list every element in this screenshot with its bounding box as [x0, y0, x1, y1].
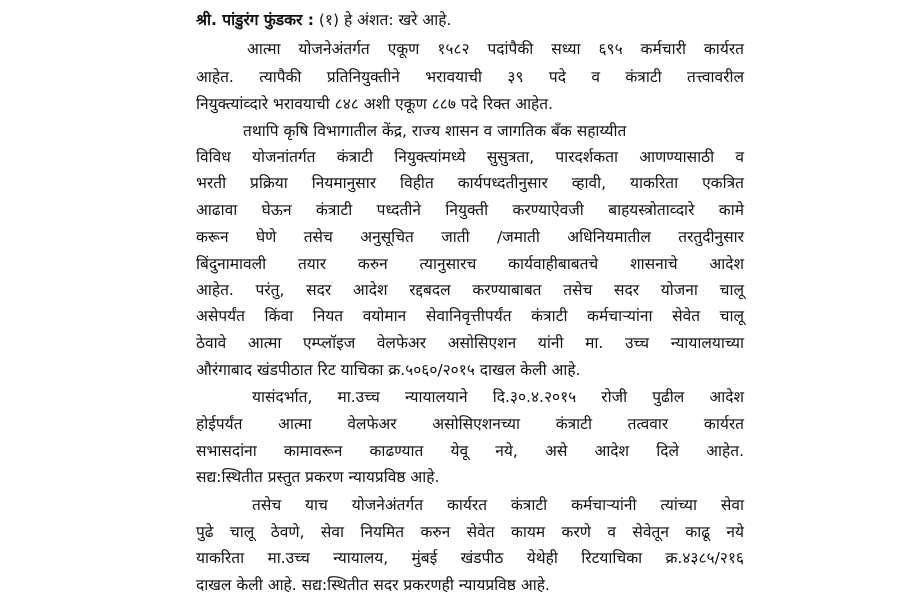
paragraph-3-line-3: सभासदांना कामावरून काढण्यात येवू नये, असे आदेश दिले आहेत.: [196, 442, 744, 460]
paragraph-2-line-9: ठेवावे आत्मा एम्प्लॉइज वेलफेअर असोसिएशन यांनी मा. उच्च न्यायालयाच्या: [196, 334, 744, 352]
paragraph-2-line-5: करून घेणे तसेच अनुसूचित जाती /जमाती अधिनियमातील तरतुदीनुसार: [196, 228, 744, 246]
paragraph-3-line-2: होईपर्यंत आत्मा वेलफेअर असोसिएशनच्या कंत्राटी तत्ववार कार्यरत: [196, 415, 744, 433]
paragraph-3-line-4: सद्य:स्थितीत प्रस्तुत प्रकरण न्यायप्रविष्ठ आहे.: [196, 468, 440, 486]
paragraph-1-line-1: आत्मा योजनेअंतर्गत एकूण १५८२ पदांपैकी सध्या ६९५ कर्मचारी कार्यरत: [247, 40, 744, 58]
paragraph-4-line-4: दाखल केली आहे. सद्य:स्थितीत सदर प्रकरणही न्यायप्रविष्ठ आहे.: [196, 576, 550, 592]
paragraph-2-line-2: विविध योजनांतर्गत कंत्राटी नियुक्त्यांमध्ये सुसुत्रता, पारदर्शकता आणण्यासाठी व: [196, 148, 744, 166]
speaker-name: श्री. पांडुरंग फुंडकर :: [196, 11, 314, 29]
paragraph-2-line-6: बिंदुनामावली तयार करुन त्यानुसारच कार्यवाहीबाबतचे शासनाचे आदेश: [196, 255, 744, 273]
paragraph-4-line-1: तसेच याच योजनेअंतर्गत कार्यरत कंत्राटी कर्मचाऱ्यांनी त्यांच्या सेवा: [252, 496, 744, 514]
paragraph-2-line-3: भरती प्रक्रिया नियमानुसार विहीत कार्यपध्दतीनुसार व्हावी, याकरिता एकत्रित: [196, 174, 744, 192]
paragraph-4-line-2: पुढे चालू ठेवणे, सेवा नियमित करुन सेवेत कायम करणे व सेवेतून काढू नये: [196, 523, 744, 541]
paragraph-1-line-3: नियुक्त्यांव्दारे भरावयाची ८४८ अशी एकूण ८८७ पदे रिक्त आहेत.: [196, 95, 554, 113]
paragraph-3-line-1: यासंदर्भात, मा.उच्च न्यायालयाने दि.३०.४.२०१५ रोजी पुढील आदेश: [252, 388, 744, 406]
paragraph-2-line-7: आहेत. परंतु, सदर आदेश रद्दबदल करण्याबाबत तसेच सदर योजना चालू: [196, 281, 744, 299]
paragraph-2-line-8: असेपर्यंत किंवा नियत वयोमान सेवानिवृत्तीपर्यंत कंत्राटी कर्मचाऱ्यांना सेवेत चालू: [196, 307, 744, 325]
paragraph-2-line-1: तथापि कृषि विभागातील केंद्र, राज्य शासन व जागतिक बँक सहाय्यीत: [243, 122, 627, 140]
paragraph-1-line-2: आहेत. त्यापैकी प्रतिनियुक्तीने भरावयाची ३९ पदे व कंत्राटी तत्त्वावरील: [196, 68, 744, 86]
paragraph-4-line-3: याकरिता मा.उच्च न्यायालय, मुंबई खंडपीठ येथेही रिटयाचिका क्र.४३८५/२१६: [196, 549, 744, 567]
paragraph-2-line-4: आढावा घेऊन कंत्राटी पध्दतीने नियुक्ती करण्याऐवजी बाहयस्त्रोताव्दारे कामे: [196, 201, 744, 219]
answer-intro: (१) हे अंशत: खरे आहे.: [318, 11, 452, 29]
paragraph-2-line-10: औरंगाबाद खंडपीठात रिट याचिका क्र.५०६०/२०१५ दाखल केली आहे.: [196, 361, 581, 379]
answer-header-line: [196, 7, 744, 33]
